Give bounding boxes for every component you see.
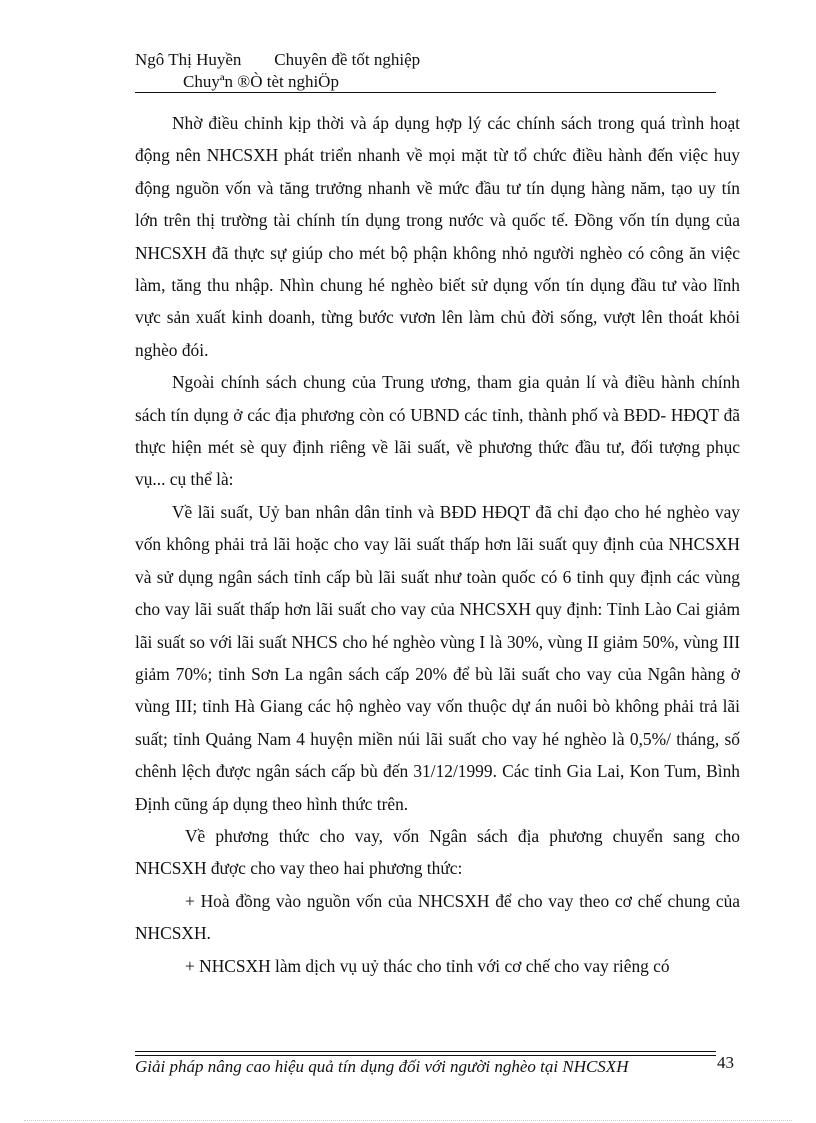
header-author: Ngô Thị Huyền <box>135 50 242 69</box>
header-title-garbled: Chuyªn ®Ò tèt nghiÖp <box>183 72 339 91</box>
body-text <box>135 107 740 982</box>
page-header <box>135 49 715 93</box>
page-footer <box>135 1056 735 1078</box>
footer-text: Giải pháp nâng cao hiệu quả tín dụng đối với người nghèo tại NHCSXH <box>135 1057 629 1076</box>
paragraph: Về phương thức cho vay, vốn Ngân sách địa phương chuyển sang cho NHCSXH được cho vay theo hai phương thức: <box>135 825 740 879</box>
page-number: 43 <box>717 1053 734 1072</box>
paragraph: + Hoà đồng vào nguồn vốn của NHCSXH để cho vay theo cơ chế chung của NHCSXH. <box>135 890 740 944</box>
paragraph: Nhờ điều chỉnh kịp thời và áp dụng hợp lý các chính sách trong quá trình hoạt động nên NHCSXH phát triển nhanh về mọi mặt từ tổ chức điều hành đến việc huy động nguồn vốn và tăng trưởng nhanh về mức đầu tư tín dụng hàng năm, tạo uy tín lớn trên thị trường tài chính tín dụng trong nước và quốc tế. Đồng vốn tín dụng của NHCSXH đã thực sự giúp cho mét bộ phận không nhỏ người nghèo có công ăn việc làm, tăng thu nhập. Nhìn chung hé nghèo biết sử dụng vốn tín dụng đầu tư vào lĩnh vực sản xuất kinh doanh, từng bước vươn lên làm chủ đời sống, vượt lên thoát khỏi nghèo đói. <box>135 113 740 360</box>
header-line-1 <box>135 49 715 71</box>
page-edge-divider <box>24 1120 792 1121</box>
header-rule <box>135 92 716 93</box>
paragraph: Về lãi suất, Uỷ ban nhân dân tỉnh và BĐD HĐQT đã chỉ đạo cho hé nghèo vay vốn không phải trả lãi hoặc cho vay lãi suất thấp hơn lãi suất quy định của NHCSXH và sử dụng ngân sách tỉnh cấp bù lãi suất như toàn quốc có 6 tỉnh quy định các vùng cho vay lãi suất thấp hơn lãi suất cho vay của NHCSXH quy định: Tỉnh Lào Cai giảm lãi suất so với lãi suất NHCS cho hé nghèo vùng I là 30%, vùng II giảm 50%, vùng III giảm 70%; tỉnh Sơn La ngân sách cấp 20% để bù lãi suất cho vay của Ngân hàng ở vùng III; tỉnh Hà Giang các hộ nghèo vay vốn thuộc dự án nuôi bò không phải trả lãi suất; tỉnh Quảng Nam 4 huyện miền núi lãi suất cho vay hé nghèo là 0,5%/ tháng, số chênh lệch được ngân sách cấp bù đến 31/12/1999. Các tỉnh Gia Lai, Kon Tum, Bình Định cũng áp dụng theo hình thức trên. <box>135 501 740 814</box>
paragraph: + NHCSXH làm dịch vụ uỷ thác cho tỉnh với cơ chế cho vay riêng có <box>185 955 670 976</box>
paragraph: Ngoài chính sách chung của Trung ương, tham gia quản lí và điều hành chính sách tín dụng ở các địa phương còn có UBND các tỉnh, thành phố và BĐD- HĐQT đã thực hiện mét sè quy định riêng về lãi suất, về phương thức đầu tư, đối tượng phục vụ... cụ thể là: <box>135 372 740 490</box>
header-title: Chuyên đề tốt nghiệp <box>274 50 421 69</box>
footer-rule-top <box>135 1051 716 1052</box>
